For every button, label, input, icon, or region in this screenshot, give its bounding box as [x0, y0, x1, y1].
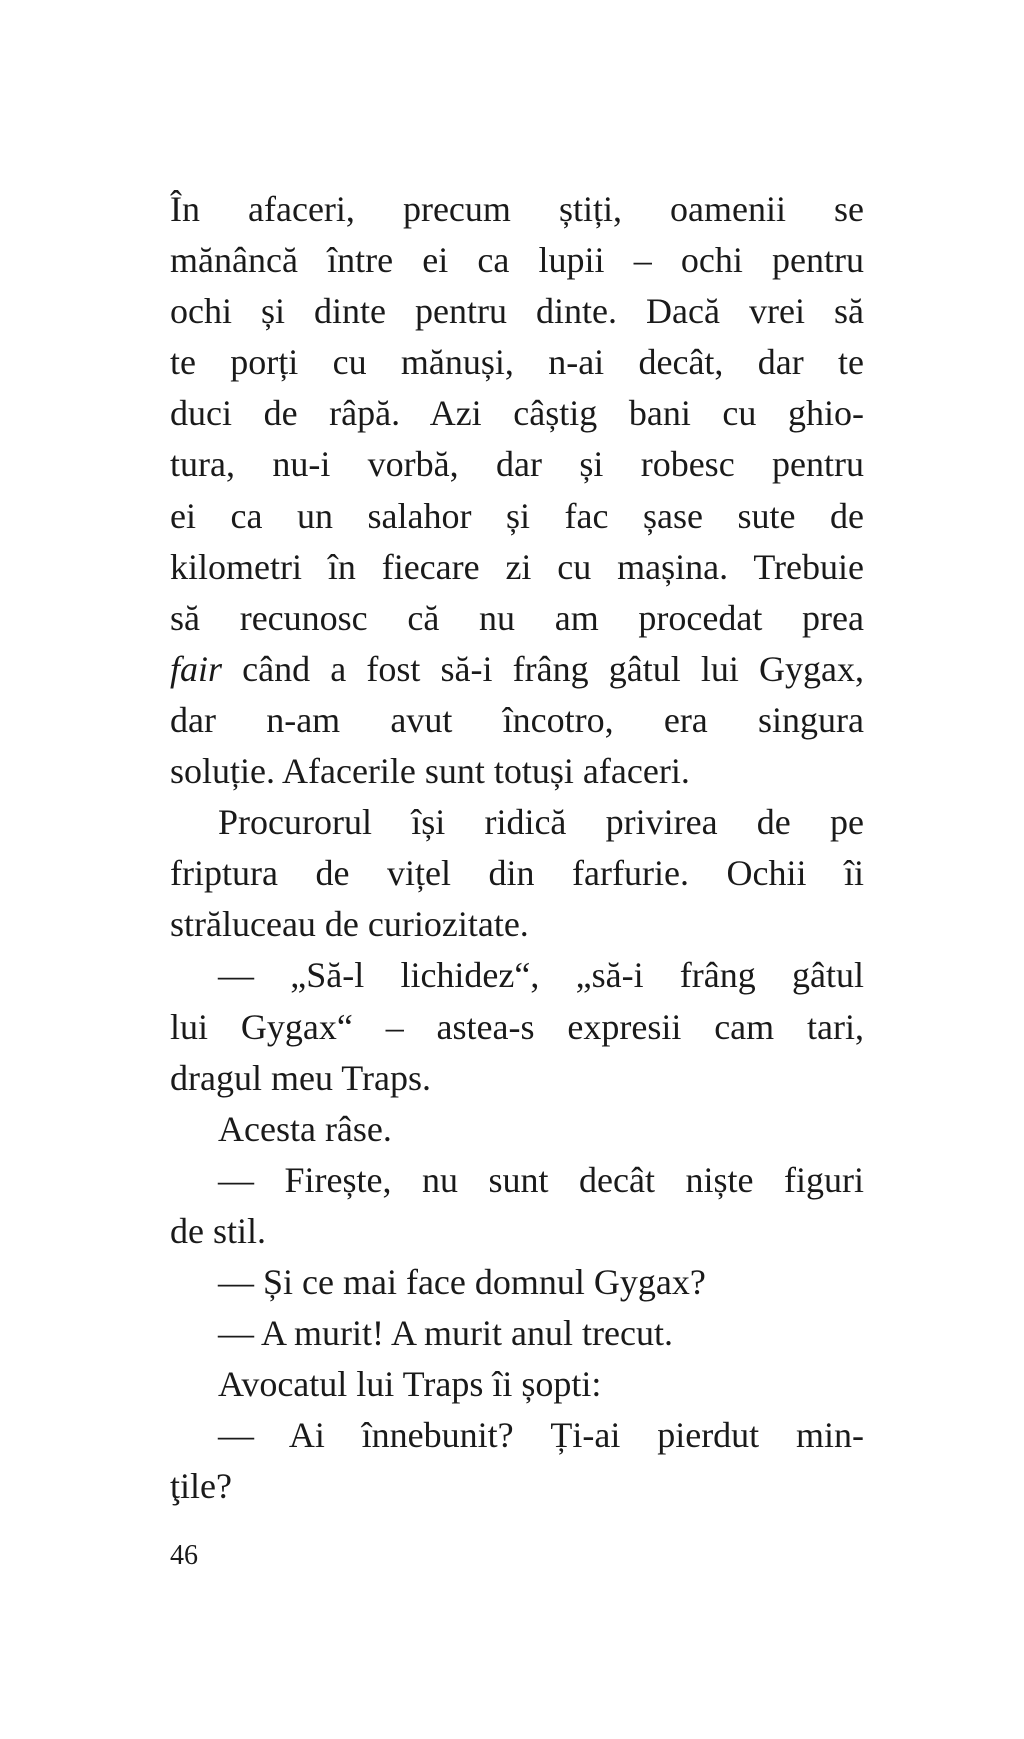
line-text: soluție. Afacerile sunt totuși afaceri. [170, 751, 690, 792]
line-text: ei ca un salahor și fac șase sute de [170, 495, 864, 536]
line-text: dragul meu Traps. [170, 1057, 431, 1098]
text-line [170, 797, 864, 848]
line-text: — Firește, nu sunt decât niște figuri [218, 1159, 864, 1200]
line-text: să recunosc că nu am procedat prea [170, 597, 864, 638]
line-text: Avocatul lui Traps îi șopti: [218, 1364, 602, 1405]
line-text: kilometri în fiecare zi cu mașina. Trebuie [170, 546, 864, 587]
text-line [170, 899, 864, 950]
text-line [170, 695, 864, 746]
text-line [170, 388, 864, 439]
text-line [170, 746, 864, 797]
text-line [170, 1206, 864, 1257]
line-text: dar n-am avut încotro, era singura [170, 699, 864, 740]
italic-word: fair [170, 648, 223, 689]
page-body-text [170, 184, 864, 1512]
text-line [170, 491, 864, 542]
text-line [170, 1308, 864, 1359]
line-text: când a fost să-i frâng gâtul lui Gygax, [222, 648, 864, 689]
line-text: tura, nu-i vorbă, dar și robesc pentru [170, 444, 864, 485]
line-text: mănâncă între ei ca lupii – ochi pentru [170, 240, 864, 281]
page-number: 46 [170, 1540, 198, 1571]
text-line [170, 439, 864, 490]
text-line [170, 184, 864, 235]
text-line [170, 542, 864, 593]
line-text: În afaceri, precum știți, oamenii se [170, 189, 864, 229]
line-text: ochi și dinte pentru dinte. Dacă vrei să [170, 291, 864, 332]
text-line [170, 1257, 864, 1308]
text-line [170, 286, 864, 337]
line-text: ţile? [170, 1466, 232, 1507]
line-text: te porți cu mănuși, n-ai decât, dar te [170, 342, 864, 383]
text-line [170, 593, 864, 644]
line-text: — „Să-l lichidez“, „să-i frâng gâtul [218, 955, 864, 996]
line-text: duci de râpă. Azi câștig bani cu ghio- [170, 393, 864, 434]
text-line [170, 235, 864, 286]
text-line [170, 1053, 864, 1104]
line-text: — A murit! A murit anul trecut. [218, 1313, 673, 1354]
text-line [170, 950, 864, 1001]
text-line [170, 848, 864, 899]
line-text: lui Gygax“ – astea-s expresii cam tari, [170, 1006, 864, 1047]
text-line [170, 644, 864, 695]
text-line [170, 1002, 864, 1053]
text-line [170, 1461, 864, 1512]
text-line [170, 1359, 864, 1410]
text-line [170, 1104, 864, 1155]
line-text: — Și ce mai face domnul Gygax? [218, 1261, 706, 1302]
line-text: — Ai înnebunit? Ți-ai pierdut min- [218, 1415, 864, 1456]
text-line [170, 1410, 864, 1461]
text-line [170, 337, 864, 388]
line-text: străluceau de curiozitate. [170, 904, 529, 945]
text-line [170, 1155, 864, 1206]
line-text: Procurorul își ridică privirea de pe [218, 802, 864, 843]
line-text: friptura de vițel din farfurie. Ochii îi [170, 853, 864, 894]
line-text: Acesta râse. [218, 1108, 392, 1149]
line-text: de stil. [170, 1210, 266, 1251]
